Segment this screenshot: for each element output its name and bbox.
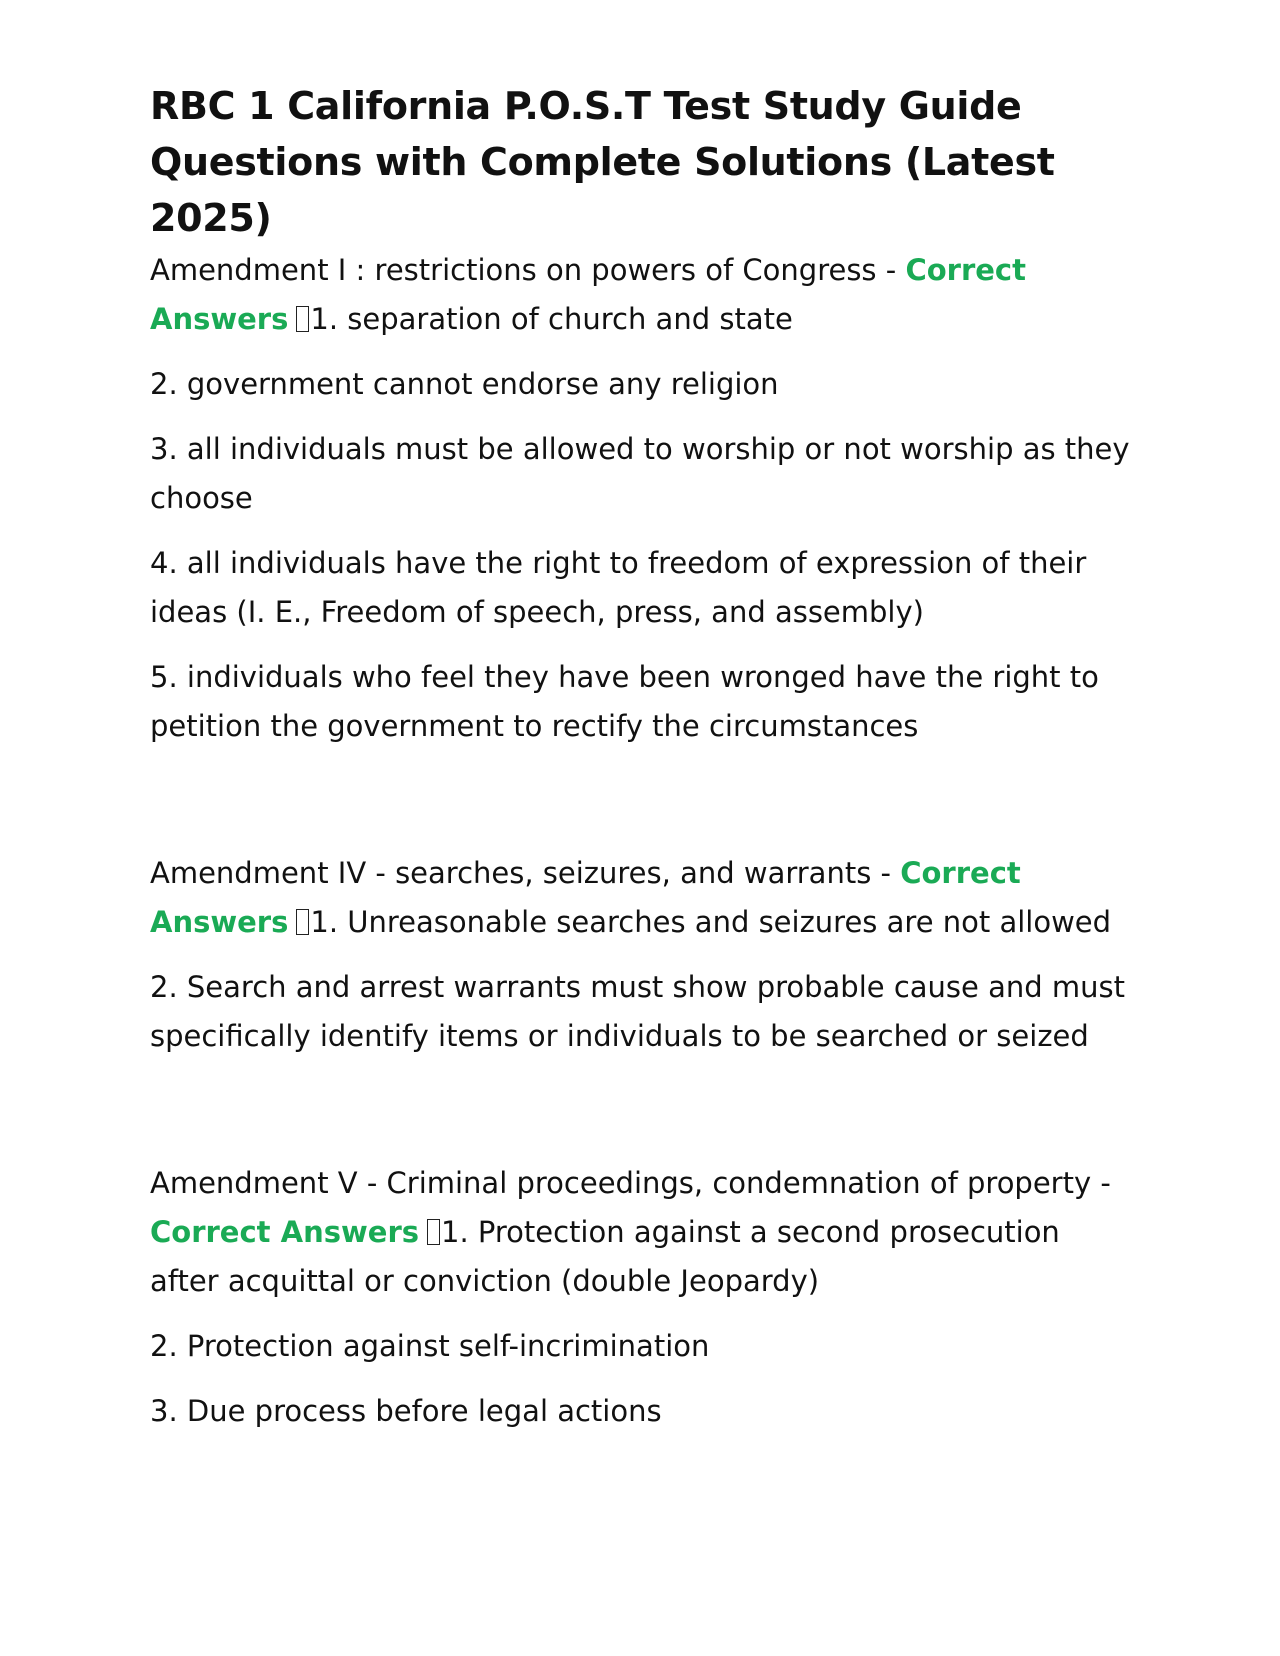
missing-glyph-box-icon xyxy=(427,1219,440,1245)
question-text: Amendment V - Criminal proceedings, condemnation of property - xyxy=(150,1166,1111,1200)
question-line xyxy=(150,1159,1135,1306)
qa-entry-amendment-4 xyxy=(150,849,1135,1061)
qa-entry-amendment-1 xyxy=(150,246,1135,751)
answer-line: 5. individuals who feel they have been wronged have the right to petition the government to rectify the circumstances xyxy=(150,660,1099,743)
answer-line: 4. all individuals have the right to freedom of expression of their ideas (I. E., Freedom of speech, press, and assembly) xyxy=(150,546,1087,629)
answer-line: 2. government cannot endorse any religion xyxy=(150,367,779,401)
answer-line: 2. Search and arrest warrants must show probable cause and must specifically identify items or individuals to be searched or seized xyxy=(150,970,1125,1053)
question-line xyxy=(150,849,1135,947)
answer-line: 1. Protection against a second prosecution after acquittal or conviction (double Jeopardy) xyxy=(150,1215,1060,1298)
missing-glyph-box-icon xyxy=(296,909,309,935)
missing-glyph-box-icon xyxy=(296,306,309,332)
correct-answers-label: Correct Answers xyxy=(150,1215,420,1249)
document-title: RBC 1 California P.O.S.T Test Study Guide Questions with Complete Solutions (Latest 2025) xyxy=(150,84,1055,240)
answer-line: 1. Unreasonable searches and seizures are not allowed xyxy=(310,905,1112,939)
question-line xyxy=(150,246,1135,344)
qa-entry-amendment-5 xyxy=(150,1159,1135,1436)
document-page xyxy=(150,78,1135,1452)
entry-spacer xyxy=(150,1077,1135,1159)
answer-line: 1. separation of church and state xyxy=(310,302,793,336)
answer-line: 3. all individuals must be allowed to worship or not worship as they choose xyxy=(150,432,1130,515)
correct-answers-label: Correct Answers xyxy=(150,856,1021,939)
question-text: Amendment IV - searches, seizures, and warrants - xyxy=(150,856,901,890)
entry-spacer xyxy=(150,767,1135,849)
answer-line: 3. Due process before legal actions xyxy=(150,1394,662,1428)
answer-line: 2. Protection against self-incrimination xyxy=(150,1329,710,1363)
question-text: Amendment I : restrictions on powers of Congress - xyxy=(150,253,906,287)
correct-answers-label: Correct Answers xyxy=(150,253,1026,336)
